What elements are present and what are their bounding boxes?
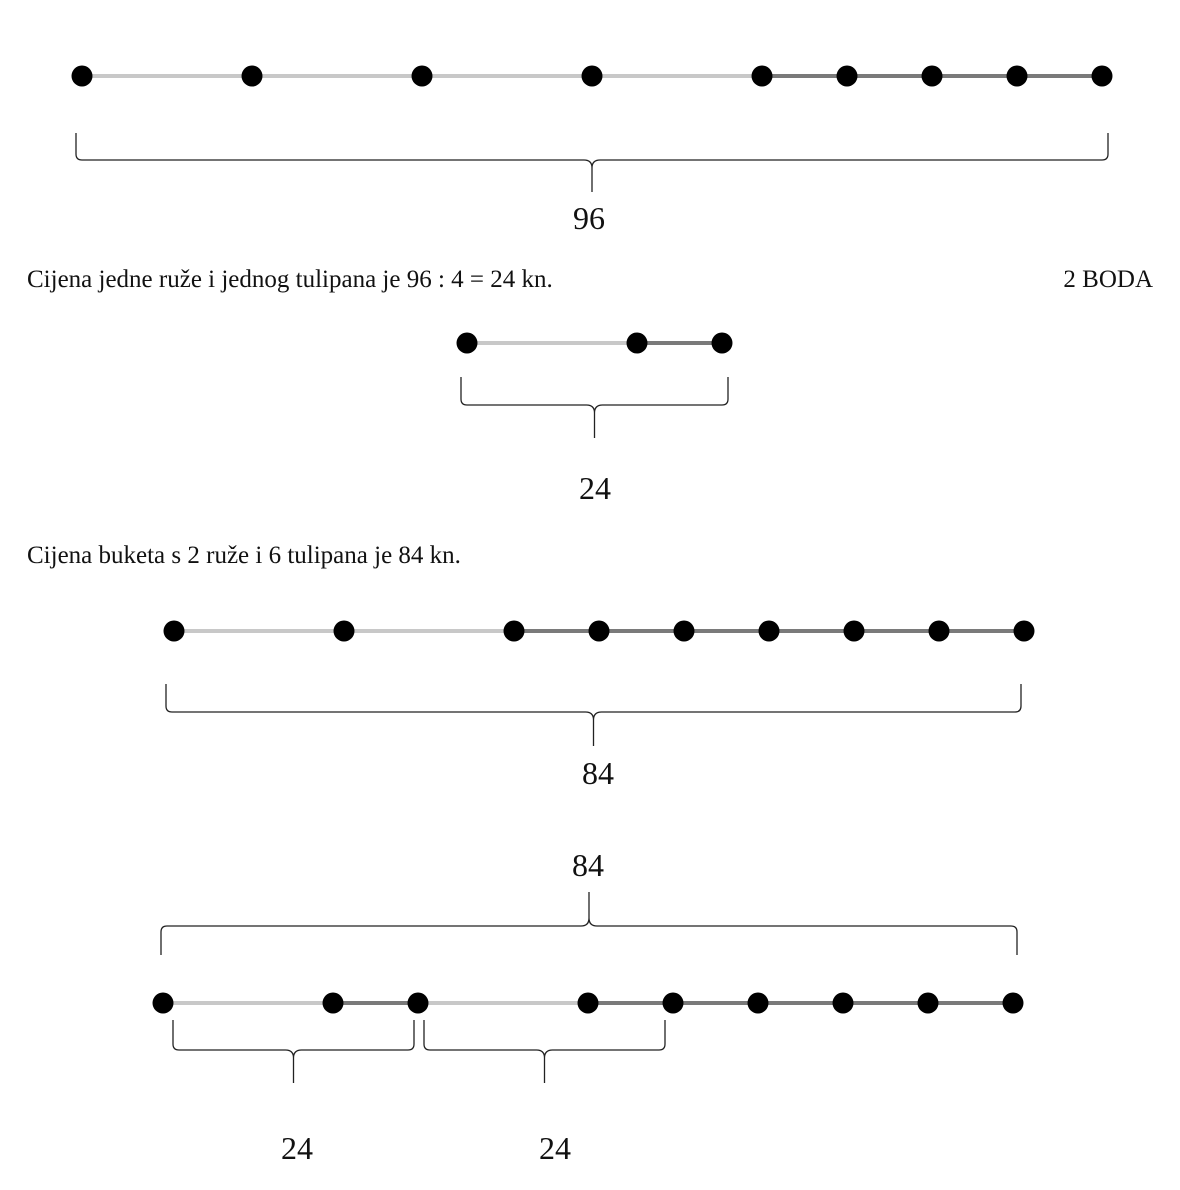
segment-dot (674, 621, 695, 642)
diagram-4-roses-4-tulips (72, 66, 1113, 193)
diagram-1-rose-1-tulip (457, 333, 733, 439)
segment-dot (759, 621, 780, 642)
segment-dot (457, 333, 478, 354)
group-brace-second (424, 1020, 665, 1083)
segment-dot (1007, 66, 1028, 87)
segment-dot (833, 993, 854, 1014)
segment-dot (1003, 993, 1024, 1014)
segment-dot (837, 66, 858, 87)
segment-dot (712, 333, 733, 354)
segment-dot (752, 66, 773, 87)
total-label-96: 96 (573, 200, 605, 236)
segment-dot (323, 993, 344, 1014)
segment-dot (72, 66, 93, 87)
segment-dot (748, 993, 769, 1014)
segment-dot (929, 621, 950, 642)
total-brace (76, 133, 1108, 192)
total-label-24: 24 (579, 470, 611, 506)
total-brace (161, 892, 1017, 955)
bouquet-price-sentence: Cijena buketa s 2 ruže i 6 tulipana je 84 kn. (27, 542, 461, 569)
total-brace (166, 684, 1021, 746)
points-label: 2 BODA (1063, 266, 1153, 293)
segment-dot (408, 993, 429, 1014)
segment-dot (589, 621, 610, 642)
segment-dot (663, 993, 684, 1014)
group-brace-first (173, 1020, 414, 1083)
segment-dot (412, 66, 433, 87)
segment-dot (1092, 66, 1113, 87)
segment-dot (334, 621, 355, 642)
segment-dot (1014, 621, 1035, 642)
segment-dot (918, 993, 939, 1014)
rose-tulip-price-sentence: Cijena jedne ruže i jednog tulipana je 96 : 4 = 24 kn. (27, 266, 553, 293)
segment-dot (242, 66, 263, 87)
segment-dot (504, 621, 525, 642)
segment-dot (582, 66, 603, 87)
grouped-total-label-84: 84 (572, 847, 604, 883)
group-label-24-second: 24 (539, 1130, 571, 1166)
segment-dot (164, 621, 185, 642)
total-label-84: 84 (582, 755, 614, 791)
segment-dot (153, 993, 174, 1014)
group-label-24-first: 24 (281, 1130, 313, 1166)
segment-dot (844, 621, 865, 642)
segment-dot (627, 333, 648, 354)
segment-dot (922, 66, 943, 87)
total-brace (461, 377, 728, 438)
segment-dot (578, 993, 599, 1014)
diagram-2-roses-6-tulips-grouped (153, 892, 1024, 1083)
diagram-2-roses-6-tulips (164, 621, 1035, 747)
